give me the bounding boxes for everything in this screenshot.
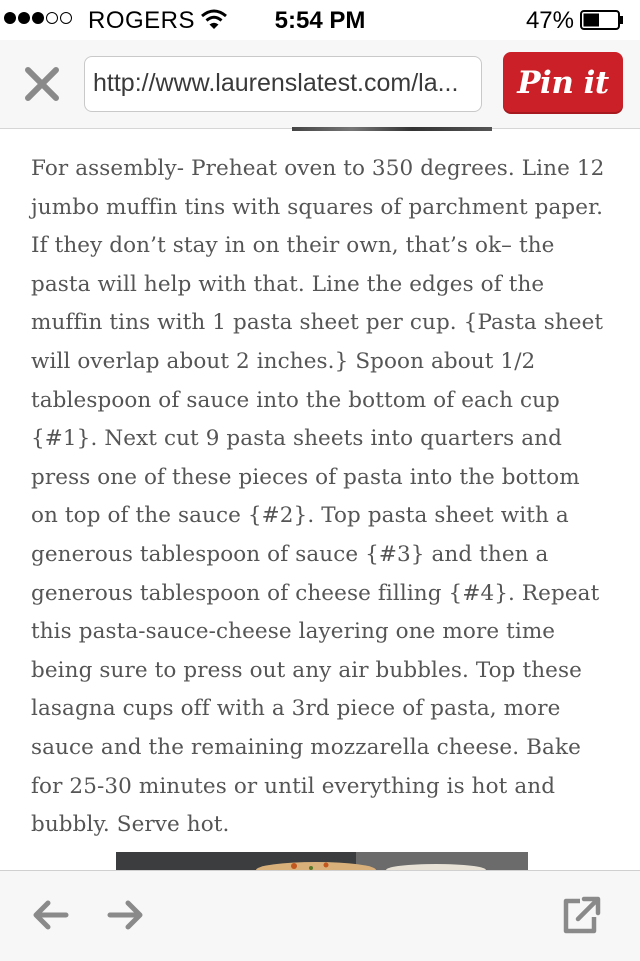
browser-toolbar <box>0 870 640 961</box>
article-paragraph: For assembly- Preheat oven to 350 degrees. Line 12 jumbo muffin tins with squares of parchment paper. If they don’t stay in on their own, that’s ok– the pasta will help with that. Line the edges of the muffin tins with 1 pasta sheet per cup. {Pasta sheet will overlap about 2 inches.} Spoon about 1/2 tablespoon of sauce into the bottom of each cup {#1}. Next cut 9 pasta sheets into quarters and press one of these pieces of pasta into the bottom on top of the sauce {#2}. Top pasta sheet with a generous tablespoon of sauce {#3} and then a generous tablespoon of cheese filling {#4}. Repeat this pasta-sauce-cheese layering one more time being sure to press out any air bubbles. Top these lasagna cups off with a 3rd piece of pasta, more sauce and the remaining mozzarella cheese. Bake for 25-30 minutes or until everything is hot and bubbly. Serve hot. <box>31 156 605 838</box>
url-field[interactable]: http://www.laurenslatest.com/la... <box>84 56 482 112</box>
status-bar <box>0 0 640 40</box>
back-arrow-icon[interactable] <box>28 893 72 937</box>
close-icon[interactable] <box>20 62 64 106</box>
share-icon[interactable] <box>558 893 602 937</box>
status-time: 5:54 PM <box>274 7 366 34</box>
browser-url-bar <box>0 40 640 129</box>
battery-icon <box>580 10 624 30</box>
battery-percentage: 47% <box>525 7 574 34</box>
forward-arrow-icon[interactable] <box>104 893 148 937</box>
carrier-name: ROGERS <box>88 7 196 34</box>
article-image <box>116 852 528 870</box>
pin-it-button[interactable]: Pin it <box>503 52 623 114</box>
article-image-top-edge <box>292 127 492 131</box>
